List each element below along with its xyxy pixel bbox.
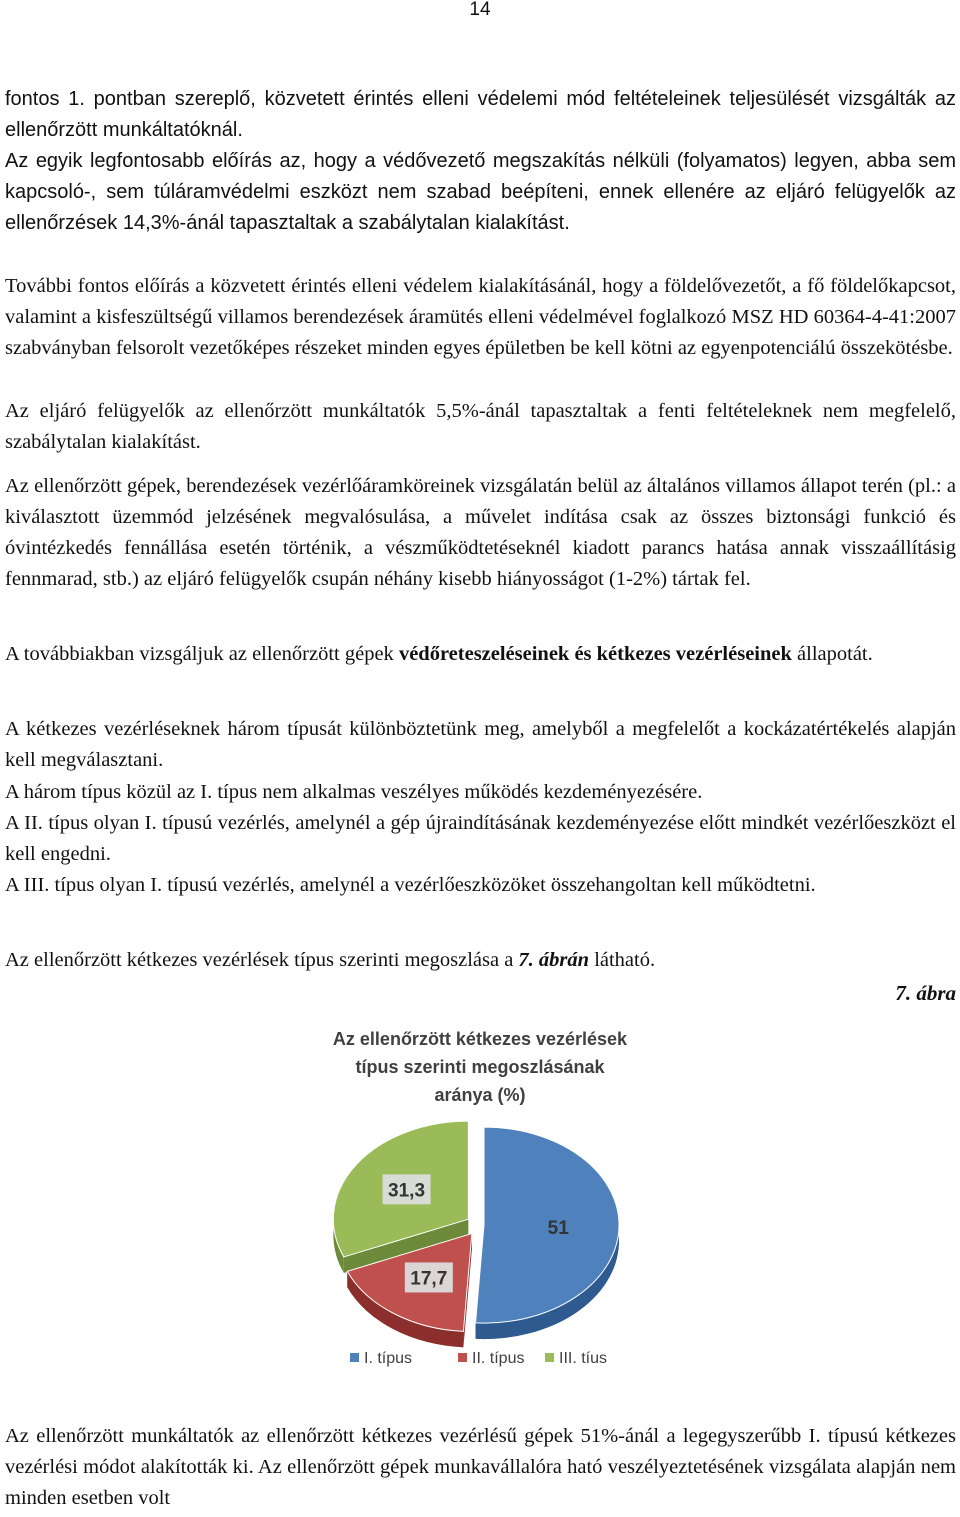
legend-entry: I. típus xyxy=(364,1350,413,1367)
paragraph-6-text: A továbbiakban vizsgáljuk az ellenőrzött gépek xyxy=(5,643,399,665)
paragraph-8: A három típus közül az I. típus nem alkalmas veszélyes működés kezdeményezésére. xyxy=(5,781,703,803)
chart-legend xyxy=(350,1350,607,1367)
paragraph-6 xyxy=(5,639,956,670)
legend-entry: III. tíus xyxy=(559,1350,608,1367)
paragraph-9: A II. típus olyan I. típusú vezérlés, amelynél a gép újraindításának kezdeményezése előtt mindkét vezérlőeszközt el kell engedni. xyxy=(5,812,956,865)
paragraph-6-emphasis: védőreteszeléseinek és kétkezes vezérléseinek xyxy=(398,643,792,665)
paragraph-10: A III. típus olyan I. típusú vezérlés, amelynél a vezérlőeszközöket összehangoltan kell működtetni. xyxy=(5,874,816,896)
legend-swatch xyxy=(545,1353,554,1362)
figure-label: 7. ábra xyxy=(895,981,956,1005)
paragraph-3: További fontos előírás a közvetett érintés elleni védelem kialakításánál, hogy a földelővezetőt, a fő földelőkapcsot, valamint a kisfeszültségű villamos berendezések áramütés elleni védelmével foglalkozó MSZ HD 60364-4-41:2007 szabványban felsorolt vezetőképes részeket minden egyes épületben be kell kötni az egyenpotenciálú összekötésbe. xyxy=(5,275,956,359)
paragraph-11-text: Az ellenőrzött kétkezes vezérlések típus szerinti megoszlása a xyxy=(5,949,519,971)
paragraph-5: Az ellenőrzött gépek, berendezések vezérlőáramköreinek vizsgálatán belül az általános villamos állapot terén (pl.: a kiválasztott üzemmód jelzésének megvalósulása, a művelet indítása csak az összes biztonsági funkció és óvintézkedés fennállása esetén történik, a vészműködtetéseknél kiadott parancs hatása annak visszaállításig fennmarad, stb.) az eljáró felügyelők csupán néhány kisebb hiányosságot (1-2%) tártak fel. xyxy=(5,475,956,590)
page-number: 14 xyxy=(469,0,491,20)
legend-entry: II. típus xyxy=(472,1350,525,1367)
paragraph-6-end: állapotát. xyxy=(791,643,873,665)
data-label: 31,3 xyxy=(388,1180,426,1202)
paragraph-11-end: látható. xyxy=(589,949,656,971)
paragraph-11 xyxy=(5,945,956,976)
data-label: 17,7 xyxy=(410,1268,448,1290)
chart-title-line: típus szerinti megoszlásának xyxy=(355,1057,605,1077)
paragraph-4: Az eljáró felügyelők az ellenőrzött munkáltatók 5,5%-ánál tapasztaltak a fenti feltételeknek nem megfelelő, szabálytalan kialakítást. xyxy=(5,400,956,453)
paragraph-2: Az egyik legfontosabb előírás az, hogy a védővezető megszakítás nélküli (folyamatos) legyen, abba sem kapcsoló-, sem túláramvédelmi eszközt nem szabad beépíteni, ennek ellenére az eljáró felügyelők az ellenőrzések 14,3%-ánál tapasztaltak a szabálytalan kialakítást. xyxy=(5,150,956,234)
legend-swatch xyxy=(350,1353,359,1362)
legend-swatch xyxy=(458,1353,467,1362)
figure-reference: 7. ábrán xyxy=(518,949,590,971)
data-label: 51 xyxy=(547,1217,569,1239)
paragraph-7: A kétkezes vezérléseknek három típusát különböztetünk meg, amelyből a megfelelőt a kockázatértékelés alapján kell megválasztani. xyxy=(5,718,956,771)
chart-title-line: aránya (%) xyxy=(434,1085,526,1105)
paragraph-1: fontos 1. pontban szereplő, közvetett érintés elleni védelemi mód feltételeinek teljesülését vizsgálták az ellenőrzött munkáltatóknál. xyxy=(5,88,956,141)
chart-title xyxy=(333,1029,628,1105)
chart-title-line: Az ellenőrzött kétkezes vezérlések xyxy=(332,1029,628,1049)
paragraph-12: Az ellenőrzött munkáltatók az ellenőrzött kétkezes vezérlésű gépek 51%-ánál a legegyszerűbb I. típusú kétkezes vezérlési módot alakították ki. Az ellenőrzött gépek munkavállalóra ható veszélyeztetésének vizsgálata alapján nem minden esetben volt xyxy=(5,1425,956,1509)
pie-chart xyxy=(290,1015,670,1375)
